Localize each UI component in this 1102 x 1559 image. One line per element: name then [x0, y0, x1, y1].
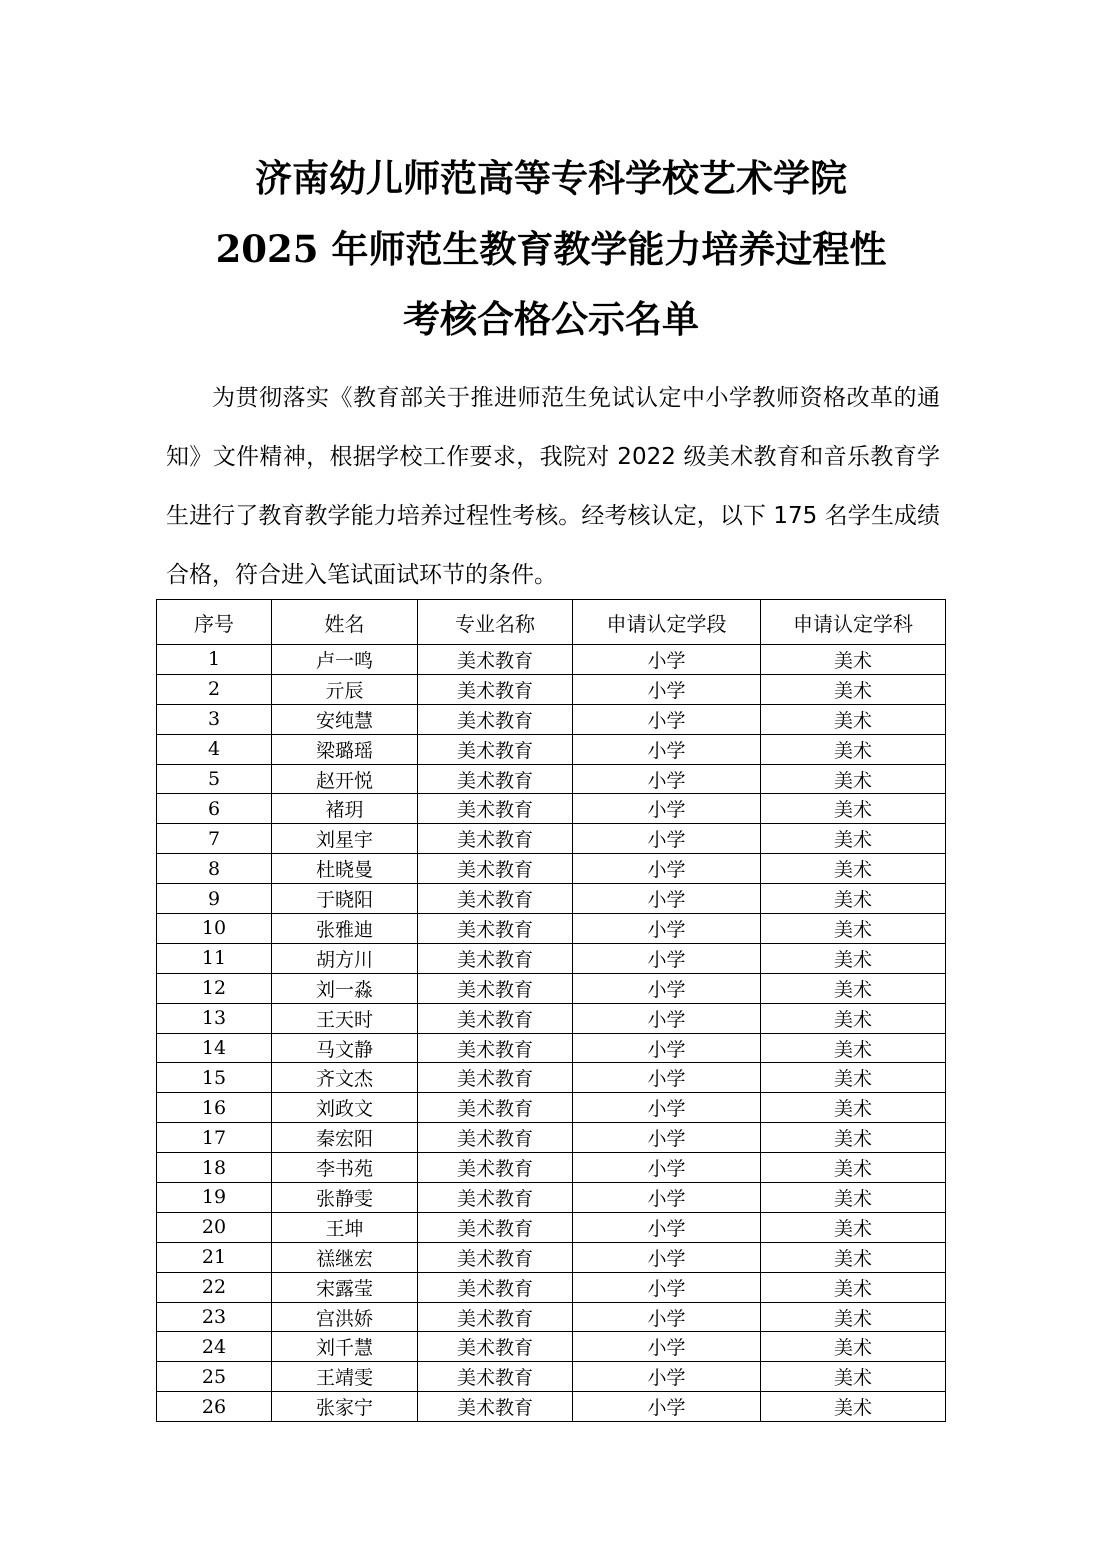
intro-paragraph: 为贯彻落实《教育部关于推进师范生免试认定中小学教师资格改革的通知》文件精神，根据学校工作要求，我院对 2022 级美术教育和音乐教育学生进行了教育教学能力培养过程性考核。经考核认定，以下 175 名学生成绩合格，符合进入笔试面试环节的条件。: [166, 385, 940, 588]
cell-name: 赵开悦: [272, 764, 418, 794]
cell-stage: 小学: [573, 704, 761, 734]
cell-stage: 小学: [573, 973, 761, 1003]
cell-stage: 小学: [573, 884, 761, 914]
cell-index: 14: [157, 1033, 272, 1063]
cell-subject: 美术: [761, 734, 946, 764]
cell-stage: 小学: [573, 1153, 761, 1183]
header-name: 姓名: [272, 600, 418, 645]
table-row: [157, 1272, 946, 1302]
cell-major: 美术教育: [418, 734, 573, 764]
cell-stage: 小学: [573, 734, 761, 764]
cell-major: 美术教育: [418, 1063, 573, 1093]
cell-index: 16: [157, 1093, 272, 1123]
cell-name: 马文静: [272, 1033, 418, 1063]
cell-index: 21: [157, 1242, 272, 1272]
cell-subject: 美术: [761, 1272, 946, 1302]
cell-major: 美术教育: [418, 674, 573, 704]
cell-name: 张雅迪: [272, 914, 418, 944]
cell-major: 美术教育: [418, 1123, 573, 1153]
table-row: [157, 943, 946, 973]
cell-name: 王靖雯: [272, 1362, 418, 1392]
cell-subject: 美术: [761, 1302, 946, 1332]
cell-index: 22: [157, 1272, 272, 1302]
cell-stage: 小学: [573, 1272, 761, 1302]
cell-stage: 小学: [573, 1392, 761, 1422]
cell-subject: 美术: [761, 1033, 946, 1063]
cell-major: 美术教育: [418, 764, 573, 794]
table-row: [157, 794, 946, 824]
roster-table: [156, 599, 946, 1422]
cell-name: 刘一淼: [272, 973, 418, 1003]
cell-major: 美术教育: [418, 943, 573, 973]
cell-subject: 美术: [761, 704, 946, 734]
cell-index: 4: [157, 734, 272, 764]
cell-stage: 小学: [573, 1302, 761, 1332]
table-row: [157, 764, 946, 794]
cell-subject: 美术: [761, 854, 946, 884]
cell-index: 9: [157, 884, 272, 914]
cell-subject: 美术: [761, 674, 946, 704]
cell-index: 11: [157, 943, 272, 973]
cell-subject: 美术: [761, 1362, 946, 1392]
header-subject: 申请认定学科: [761, 600, 946, 645]
cell-stage: 小学: [573, 914, 761, 944]
cell-stage: 小学: [573, 1123, 761, 1153]
table-row: [157, 854, 946, 884]
cell-subject: 美术: [761, 914, 946, 944]
cell-stage: 小学: [573, 764, 761, 794]
cell-major: 美术教育: [418, 1332, 573, 1362]
cell-index: 20: [157, 1212, 272, 1242]
table-row: [157, 1212, 946, 1242]
cell-stage: 小学: [573, 943, 761, 973]
table-row: [157, 1183, 946, 1213]
cell-subject: 美术: [761, 1242, 946, 1272]
header-major: 专业名称: [418, 600, 573, 645]
cell-major: 美术教育: [418, 794, 573, 824]
cell-index: 7: [157, 824, 272, 854]
table-row: [157, 884, 946, 914]
cell-subject: 美术: [761, 794, 946, 824]
cell-stage: 小学: [573, 1093, 761, 1123]
cell-index: 18: [157, 1153, 272, 1183]
table-row: [157, 914, 946, 944]
cell-subject: 美术: [761, 1063, 946, 1093]
document-title-line-1: 济南幼儿师范高等专科学校艺术学院: [255, 156, 847, 200]
cell-index: 15: [157, 1063, 272, 1093]
cell-index: 24: [157, 1332, 272, 1362]
cell-major: 美术教育: [418, 1033, 573, 1063]
cell-major: 美术教育: [418, 1183, 573, 1213]
cell-name: 刘星宇: [272, 824, 418, 854]
table-row: [157, 1093, 946, 1123]
cell-name: 刘政文: [272, 1093, 418, 1123]
cell-major: 美术教育: [418, 1272, 573, 1302]
cell-stage: 小学: [573, 1033, 761, 1063]
cell-major: 美术教育: [418, 1153, 573, 1183]
roster-table-header: [157, 600, 946, 645]
cell-subject: 美术: [761, 1183, 946, 1213]
cell-major: 美术教育: [418, 824, 573, 854]
cell-name: 亓辰: [272, 674, 418, 704]
table-row: [157, 1392, 946, 1422]
cell-stage: 小学: [573, 1332, 761, 1362]
cell-name: 褚玥: [272, 794, 418, 824]
cell-stage: 小学: [573, 645, 761, 675]
cell-index: 17: [157, 1123, 272, 1153]
cell-stage: 小学: [573, 824, 761, 854]
cell-stage: 小学: [573, 1003, 761, 1033]
header-index: 序号: [157, 600, 272, 645]
table-row: [157, 824, 946, 854]
cell-subject: 美术: [761, 1212, 946, 1242]
cell-index: 26: [157, 1392, 272, 1422]
cell-major: 美术教育: [418, 1302, 573, 1332]
cell-major: 美术教育: [418, 1212, 573, 1242]
cell-name: 刘千慧: [272, 1332, 418, 1362]
table-row: [157, 973, 946, 1003]
table-row: [157, 1302, 946, 1332]
cell-name: 卢一鸣: [272, 645, 418, 675]
cell-subject: 美术: [761, 943, 946, 973]
cell-name: 宫洪娇: [272, 1302, 418, 1332]
cell-index: 5: [157, 764, 272, 794]
cell-major: 美术教育: [418, 1392, 573, 1422]
cell-major: 美术教育: [418, 1003, 573, 1033]
cell-subject: 美术: [761, 1093, 946, 1123]
cell-subject: 美术: [761, 1332, 946, 1362]
table-row: [157, 1332, 946, 1362]
cell-name: 杜晓曼: [272, 854, 418, 884]
cell-stage: 小学: [573, 1362, 761, 1392]
cell-name: 安纯慧: [272, 704, 418, 734]
cell-name: 于晓阳: [272, 884, 418, 914]
cell-index: 8: [157, 854, 272, 884]
header-row: [157, 600, 946, 645]
cell-stage: 小学: [573, 1242, 761, 1272]
document-title-line-2: 2025 年师范生教育教学能力培养过程性: [215, 227, 887, 271]
cell-stage: 小学: [573, 854, 761, 884]
cell-subject: 美术: [761, 973, 946, 1003]
cell-name: 李书苑: [272, 1153, 418, 1183]
table-row: [157, 1033, 946, 1063]
cell-index: 3: [157, 704, 272, 734]
cell-stage: 小学: [573, 1212, 761, 1242]
cell-name: 张家宁: [272, 1392, 418, 1422]
table-row: [157, 1362, 946, 1392]
roster-table-body: [157, 645, 946, 1422]
cell-name: 张静雯: [272, 1183, 418, 1213]
cell-subject: 美术: [761, 1123, 946, 1153]
cell-index: 19: [157, 1183, 272, 1213]
cell-name: 王坤: [272, 1212, 418, 1242]
cell-major: 美术教育: [418, 645, 573, 675]
cell-index: 2: [157, 674, 272, 704]
cell-major: 美术教育: [418, 914, 573, 944]
cell-name: 梁璐瑶: [272, 734, 418, 764]
cell-index: 13: [157, 1003, 272, 1033]
table-row: [157, 645, 946, 675]
cell-subject: 美术: [761, 824, 946, 854]
cell-major: 美术教育: [418, 973, 573, 1003]
cell-index: 10: [157, 914, 272, 944]
cell-stage: 小学: [573, 1183, 761, 1213]
cell-subject: 美术: [761, 1003, 946, 1033]
cell-subject: 美术: [761, 1153, 946, 1183]
document-title-line-3: 考核合格公示名单: [403, 297, 699, 341]
cell-major: 美术教育: [418, 1093, 573, 1123]
cell-index: 25: [157, 1362, 272, 1392]
table-row: [157, 704, 946, 734]
cell-index: 6: [157, 794, 272, 824]
cell-index: 12: [157, 973, 272, 1003]
cell-name: 宋露莹: [272, 1272, 418, 1302]
table-row: [157, 734, 946, 764]
cell-major: 美术教育: [418, 1362, 573, 1392]
cell-major: 美术教育: [418, 704, 573, 734]
cell-name: 禚继宏: [272, 1242, 418, 1272]
table-row: [157, 1153, 946, 1183]
cell-subject: 美术: [761, 764, 946, 794]
table-row: [157, 1123, 946, 1153]
cell-index: 23: [157, 1302, 272, 1332]
cell-stage: 小学: [573, 794, 761, 824]
cell-name: 秦宏阳: [272, 1123, 418, 1153]
cell-stage: 小学: [573, 1063, 761, 1093]
cell-index: 1: [157, 645, 272, 675]
table-row: [157, 1063, 946, 1093]
cell-name: 王天时: [272, 1003, 418, 1033]
cell-major: 美术教育: [418, 884, 573, 914]
header-stage: 申请认定学段: [573, 600, 761, 645]
table-row: [157, 1242, 946, 1272]
table-row: [157, 674, 946, 704]
cell-name: 齐文杰: [272, 1063, 418, 1093]
cell-major: 美术教育: [418, 854, 573, 884]
table-row: [157, 1003, 946, 1033]
cell-subject: 美术: [761, 1392, 946, 1422]
cell-subject: 美术: [761, 645, 946, 675]
cell-stage: 小学: [573, 674, 761, 704]
cell-name: 胡方川: [272, 943, 418, 973]
cell-major: 美术教育: [418, 1242, 573, 1272]
cell-subject: 美术: [761, 884, 946, 914]
